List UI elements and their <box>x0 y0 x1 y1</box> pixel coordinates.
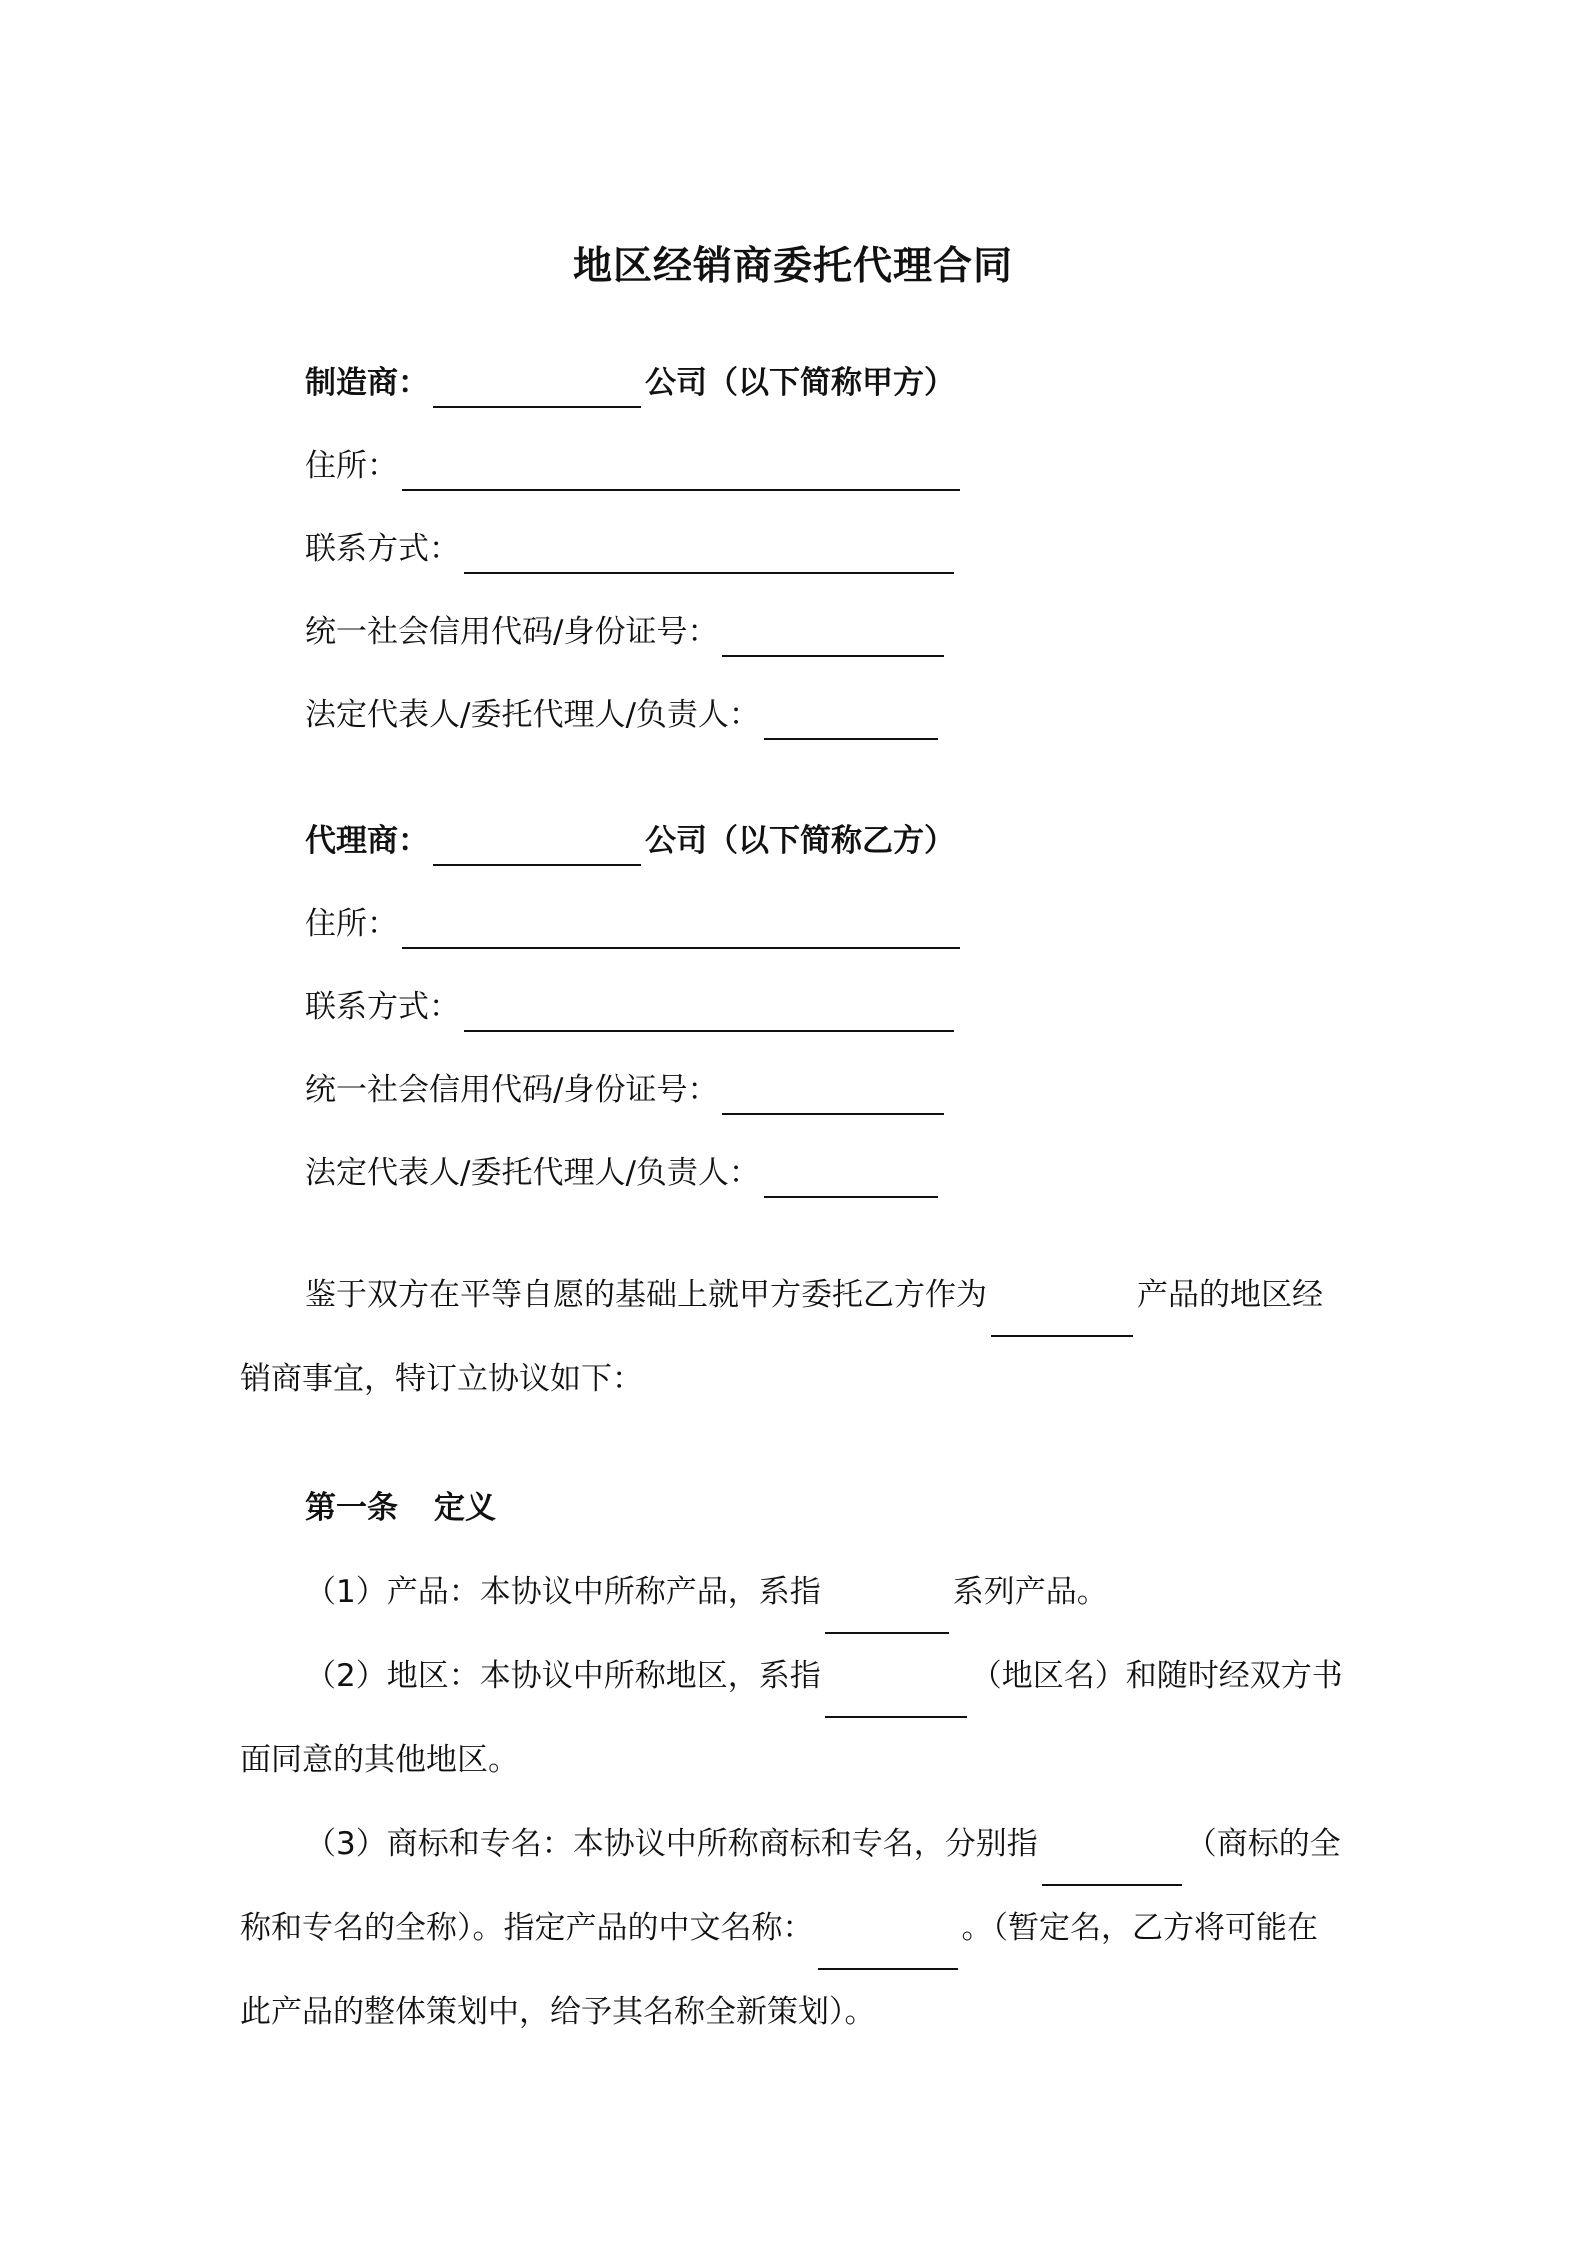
article-1-heading <box>305 1482 496 1527</box>
party-a-rep-line <box>305 690 942 740</box>
party-b-rep-blank[interactable] <box>764 1156 938 1198</box>
agent-name-blank[interactable] <box>433 824 641 866</box>
preamble-text-1: 鉴于双方在平等自愿的基础上就甲方委托乙方作为 <box>305 1277 987 1313</box>
preamble-text-2: 产品的地区经 <box>1137 1277 1323 1313</box>
representative-label: 法定代表人/委托代理人/负责人： <box>305 1155 760 1191</box>
representative-label: 法定代表人/委托代理人/负责人： <box>305 697 760 733</box>
party-a-manufacturer-line <box>305 358 955 408</box>
party-b-address-line <box>305 899 964 949</box>
manufacturer-label: 制造商： <box>305 365 429 401</box>
party-a-contact-line <box>305 524 958 574</box>
preamble-paragraph <box>240 1253 1360 1421</box>
party-a-address-line <box>305 441 964 491</box>
item-2-text: （2）地区：本协议中所称地区，系指 <box>305 1658 821 1694</box>
definition-item-2 <box>240 1634 1360 1802</box>
item-3-text-cont-3: 此产品的整体策划中，给予其名称全新策划）。 <box>240 1994 876 2030</box>
address-label: 住所： <box>305 906 398 942</box>
agent-suffix: 公司（以下简称乙方） <box>645 823 955 859</box>
product-series-blank[interactable] <box>825 1592 949 1634</box>
party-a-credit-line <box>305 607 948 657</box>
credit-code-label: 统一社会信用代码/身份证号： <box>305 1072 719 1108</box>
party-b-agent-line <box>305 816 955 866</box>
article-number: 第一条 <box>305 1490 398 1526</box>
address-label: 住所： <box>305 448 398 484</box>
party-b-contact-blank[interactable] <box>464 990 954 1032</box>
item-3-text-cont: 称和专名的全称）。指定产品的中文名称： <box>240 1910 814 1946</box>
product-blank[interactable] <box>991 1295 1133 1337</box>
party-b-contact-line <box>305 982 958 1032</box>
item-2-text-cont: 面同意的其他地区。 <box>240 1742 519 1778</box>
party-a-rep-blank[interactable] <box>764 698 938 740</box>
definition-item-3 <box>240 1802 1360 2054</box>
preamble-text-3: 销商事宜，特订立协议如下： <box>240 1361 643 1397</box>
manufacturer-name-blank[interactable] <box>433 366 641 408</box>
credit-code-label: 统一社会信用代码/身份证号： <box>305 614 719 650</box>
party-a-credit-blank[interactable] <box>722 615 944 657</box>
definition-item-1 <box>240 1550 1360 1634</box>
contact-label: 联系方式： <box>305 989 460 1025</box>
party-b-credit-blank[interactable] <box>722 1073 944 1115</box>
party-a-contact-blank[interactable] <box>464 532 954 574</box>
item-2-text-end: （地区名）和随时经双方书 <box>970 1658 1343 1694</box>
contact-label: 联系方式： <box>305 531 460 567</box>
party-b-rep-line <box>305 1148 942 1198</box>
document-title: 地区经销商委托代理合同 <box>572 244 1013 289</box>
trademark-blank[interactable] <box>1042 1844 1182 1886</box>
region-name-blank[interactable] <box>825 1676 967 1718</box>
manufacturer-suffix: 公司（以下简称甲方） <box>645 365 955 401</box>
item-1-text-end: 系列产品。 <box>952 1574 1108 1610</box>
article-title: 定义 <box>434 1490 496 1526</box>
party-b-credit-line <box>305 1065 948 1115</box>
chinese-name-blank[interactable] <box>818 1928 958 1970</box>
item-1-text: （1）产品：本协议中所称产品，系指 <box>305 1574 821 1610</box>
party-b-address-blank[interactable] <box>402 907 960 949</box>
item-3-text: （3）商标和专名：本协议中所称商标和专名，分别指 <box>305 1826 1038 1862</box>
item-3-text-end: （商标的全 <box>1185 1826 1341 1862</box>
item-3-text-cont-2: 。（暂定名，乙方将可能在 <box>961 1910 1318 1946</box>
party-a-address-blank[interactable] <box>402 449 960 491</box>
agent-label: 代理商： <box>305 823 429 859</box>
